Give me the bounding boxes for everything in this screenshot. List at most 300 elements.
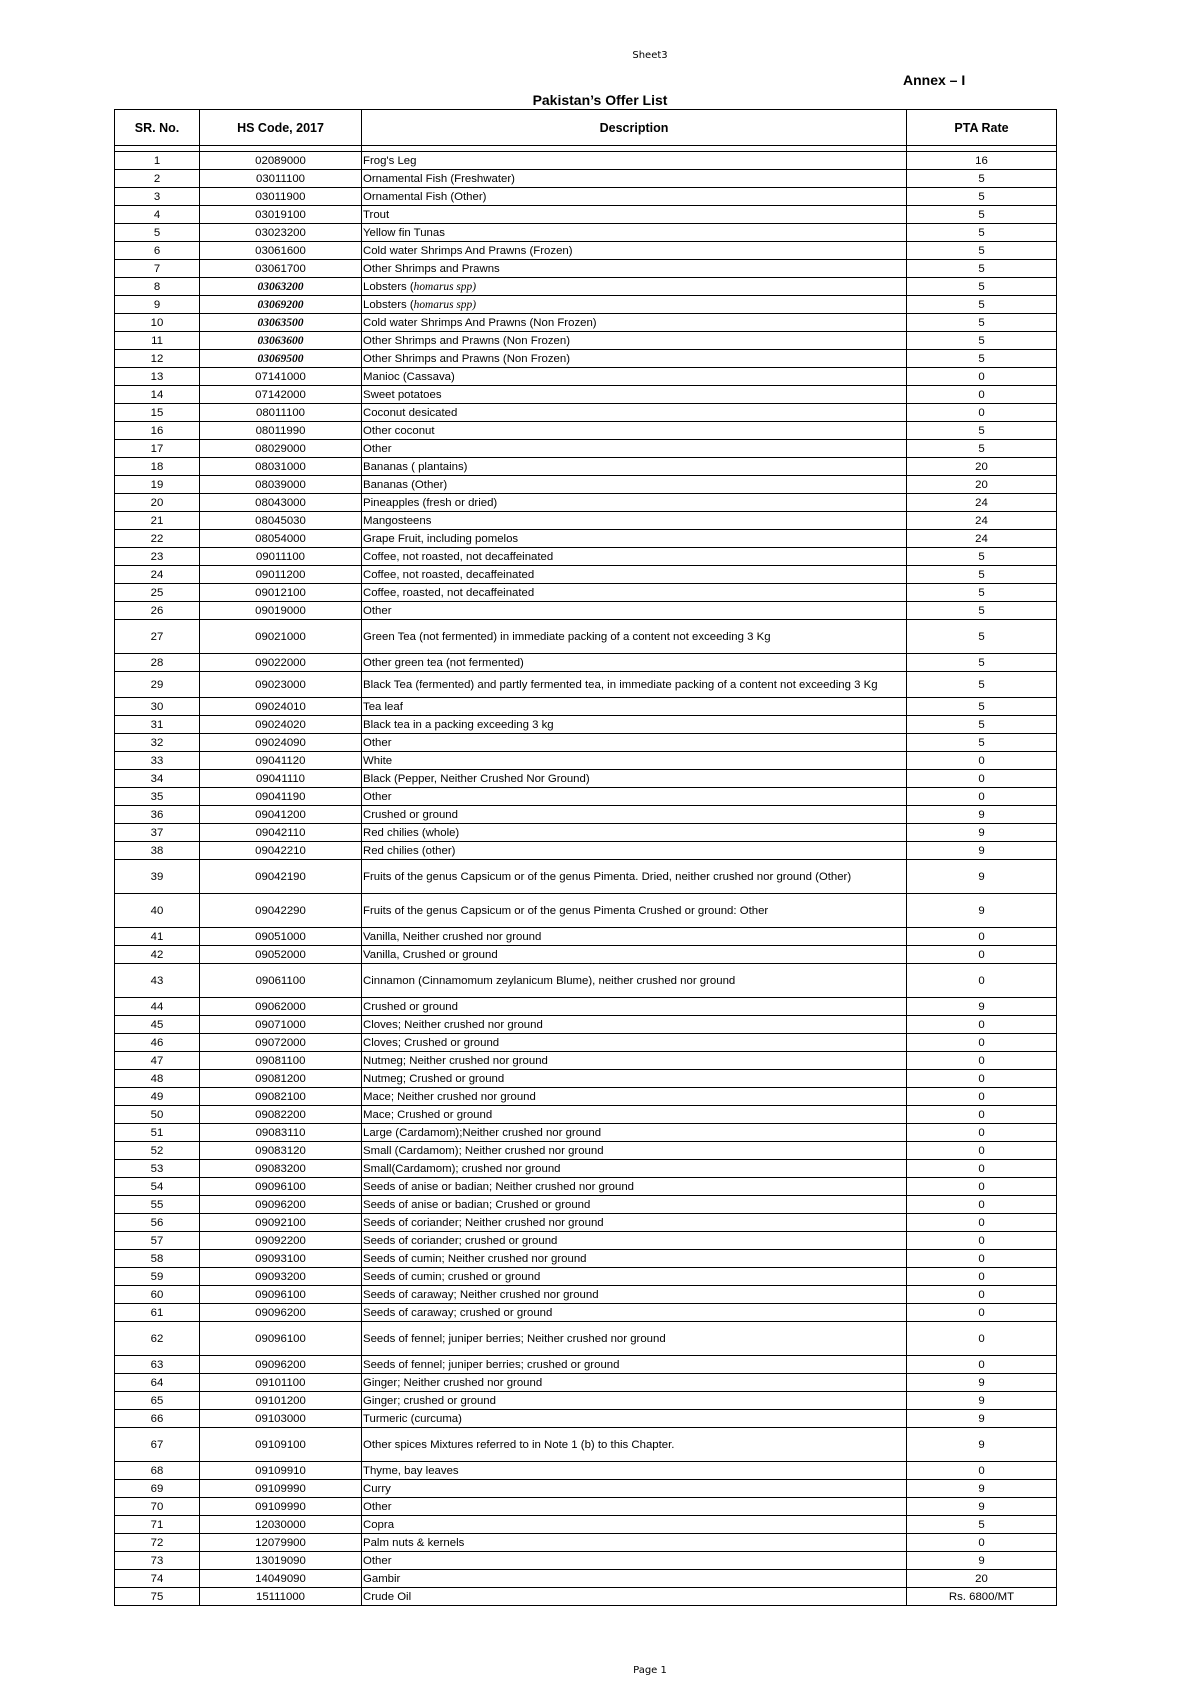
hs-code-cell: 09011200 [200,566,362,584]
description-cell: Cold water Shrimps And Prawns (Non Frozen) [362,314,907,332]
hs-code-cell: 09052000 [200,946,362,964]
description-cell: Seeds of cumin; Neither crushed nor ground [362,1250,907,1268]
sr-number-cell: 61 [115,1304,200,1322]
description-cell: Other [362,788,907,806]
sr-number-cell: 53 [115,1160,200,1178]
description-cell: Other [362,734,907,752]
pta-rate-cell: 24 [907,512,1057,530]
table-row [115,946,1057,964]
sr-number-cell: 46 [115,1034,200,1052]
pta-rate-cell: 0 [907,1016,1057,1034]
pta-rate-cell: 9 [907,894,1057,928]
description-cell: Bananas ( plantains) [362,458,907,476]
table-row [115,1070,1057,1088]
hs-code-cell: 08054000 [200,530,362,548]
hs-code-cell: 09019000 [200,602,362,620]
hs-code-cell: 09071000 [200,1016,362,1034]
table-row [115,1428,1057,1462]
description-cell: Seeds of fennel; juniper berries; Neither crushed nor ground [362,1322,907,1356]
description-text: Lobsters ( [363,298,414,311]
description-cell: Manioc (Cassava) [362,368,907,386]
description-cell: Seeds of anise or badian; Crushed or ground [362,1196,907,1214]
description-cell: Pineapples (fresh or dried) [362,494,907,512]
sr-number-cell: 34 [115,770,200,788]
sr-number-cell: 31 [115,716,200,734]
sr-number-cell: 19 [115,476,200,494]
pta-rate-cell: 0 [907,1232,1057,1250]
sr-number-cell: 2 [115,170,200,188]
sr-number-cell: 36 [115,806,200,824]
pta-rate-cell: 0 [907,368,1057,386]
pta-rate-cell: 0 [907,386,1057,404]
hs-code-cell: 08045030 [200,512,362,530]
hs-code-cell: 09072000 [200,1034,362,1052]
hs-code-cell: 09042290 [200,894,362,928]
pta-rate-cell: 0 [907,770,1057,788]
hs-code-cell: 09101200 [200,1392,362,1410]
offer-list-table [114,109,1057,1606]
pta-rate-cell: 5 [907,440,1057,458]
description-cell: Large (Cardamom);Neither crushed nor ground [362,1124,907,1142]
description-cell: Vanilla, Crushed or ground [362,946,907,964]
sr-number-cell: 43 [115,964,200,998]
table-row [115,1268,1057,1286]
table-row [115,404,1057,422]
pta-rate-cell: 9 [907,860,1057,894]
hs-code-cell: 03011100 [200,170,362,188]
pta-rate-cell: 5 [907,566,1057,584]
table-row [115,314,1057,332]
description-tail-text: ) [472,298,476,311]
description-cell: Frog's Leg [362,152,907,170]
hs-code-cell: 09042110 [200,824,362,842]
description-cell: Gambir [362,1570,907,1588]
hs-code-cell: 09082200 [200,1106,362,1124]
sr-number-cell: 38 [115,842,200,860]
table-row [115,860,1057,894]
description-cell: Turmeric (curcuma) [362,1410,907,1428]
hs-code-cell: 09103000 [200,1410,362,1428]
hs-code-cell: 09096100 [200,1286,362,1304]
description-cell: Black (Pepper, Neither Crushed Nor Ground) [362,770,907,788]
column-header-description: Description [362,110,907,146]
sr-number-cell: 75 [115,1588,200,1606]
hs-code-cell: 09096200 [200,1304,362,1322]
table-row [115,654,1057,672]
pta-rate-cell: 9 [907,1428,1057,1462]
pta-rate-cell: 24 [907,530,1057,548]
sr-number-cell: 39 [115,860,200,894]
table-row [115,1552,1057,1570]
hs-code-cell: 09083120 [200,1142,362,1160]
hs-code-cell: 09062000 [200,998,362,1016]
table-row [115,548,1057,566]
sr-number-cell: 9 [115,296,200,314]
table-row [115,278,1057,296]
pta-rate-cell: 0 [907,788,1057,806]
table-row [115,964,1057,998]
sr-number-cell: 44 [115,998,200,1016]
description-italic-text: homarus spp [413,280,473,293]
sr-number-cell: 70 [115,1498,200,1516]
pta-rate-cell: 5 [907,260,1057,278]
hs-code-cell: 09023000 [200,672,362,698]
description-cell: Ginger; crushed or ground [362,1392,907,1410]
hs-code-cell: 09081100 [200,1052,362,1070]
pta-rate-cell: 5 [907,422,1057,440]
sr-number-cell: 35 [115,788,200,806]
description-cell: Other spices Mixtures referred to in Note 1 (b) to this Chapter. [362,1428,907,1462]
sr-number-cell: 48 [115,1070,200,1088]
description-cell: Grape Fruit, including pomelos [362,530,907,548]
hs-code-cell: 09041110 [200,770,362,788]
pta-rate-cell: 5 [907,350,1057,368]
table-row [115,1410,1057,1428]
hs-code-cell: 03061700 [200,260,362,278]
table-row [115,332,1057,350]
table-row [115,530,1057,548]
pta-rate-cell: 20 [907,476,1057,494]
sr-number-cell: 13 [115,368,200,386]
sr-number-cell: 60 [115,1286,200,1304]
sr-number-cell: 65 [115,1392,200,1410]
description-cell: Other Shrimps and Prawns [362,260,907,278]
hs-code-cell: 09093200 [200,1268,362,1286]
pta-rate-cell: 5 [907,734,1057,752]
sr-number-cell: 73 [115,1552,200,1570]
sr-number-cell: 41 [115,928,200,946]
table-row [115,188,1057,206]
table-row [115,1106,1057,1124]
description-cell: Seeds of cumin; crushed or ground [362,1268,907,1286]
hs-code-cell: 09083110 [200,1124,362,1142]
description-cell [362,278,907,296]
description-cell: Mace; Crushed or ground [362,1106,907,1124]
hs-code-cell: 09051000 [200,928,362,946]
pta-rate-cell: 5 [907,602,1057,620]
description-cell: Ginger; Neither crushed nor ground [362,1374,907,1392]
description-cell: Other [362,1552,907,1570]
pta-rate-cell: 5 [907,224,1057,242]
hs-code-cell: 08011100 [200,404,362,422]
table-row [115,734,1057,752]
pta-rate-cell: 5 [907,584,1057,602]
table-row [115,842,1057,860]
page-number: Page 1 [633,1665,667,1676]
sr-number-cell: 25 [115,584,200,602]
sr-number-cell: 52 [115,1142,200,1160]
sr-number-cell: 5 [115,224,200,242]
table-row [115,788,1057,806]
pta-rate-cell: 9 [907,806,1057,824]
pta-rate-cell: 20 [907,1570,1057,1588]
pta-rate-cell: 5 [907,206,1057,224]
table-row [115,824,1057,842]
pta-rate-cell: 0 [907,928,1057,946]
table-row [115,1374,1057,1392]
description-cell: Coconut desicated [362,404,907,422]
pta-rate-cell: 5 [907,1516,1057,1534]
column-header-hs-code: HS Code, 2017 [200,110,362,146]
hs-code-cell: 03019100 [200,206,362,224]
sr-number-cell: 50 [115,1106,200,1124]
table-row [115,1498,1057,1516]
hs-code-cell: 09092100 [200,1214,362,1232]
table-row [115,620,1057,654]
sr-number-cell: 10 [115,314,200,332]
hs-code-cell: 09082100 [200,1088,362,1106]
sr-number-cell: 26 [115,602,200,620]
pta-rate-cell: 9 [907,998,1057,1016]
sr-number-cell: 18 [115,458,200,476]
pta-rate-cell: 0 [907,1142,1057,1160]
table-row [115,1570,1057,1588]
table-row [115,1516,1057,1534]
table-row [115,494,1057,512]
pta-rate-cell: 5 [907,296,1057,314]
description-cell: Vanilla, Neither crushed nor ground [362,928,907,946]
table-row [115,716,1057,734]
sr-number-cell: 1 [115,152,200,170]
sr-number-cell: 30 [115,698,200,716]
sr-number-cell: 67 [115,1428,200,1462]
pta-rate-cell: 5 [907,188,1057,206]
table-row [115,672,1057,698]
sr-number-cell: 14 [115,386,200,404]
sr-number-cell: 40 [115,894,200,928]
hs-code-cell: 08039000 [200,476,362,494]
description-text: Lobsters ( [363,280,414,293]
hs-code-cell: 12030000 [200,1516,362,1534]
table-row [115,242,1057,260]
hs-code-cell: 07141000 [200,368,362,386]
sr-number-cell: 71 [115,1516,200,1534]
hs-code-cell: 03063500 [200,314,362,332]
sr-number-cell: 55 [115,1196,200,1214]
sr-number-cell: 12 [115,350,200,368]
table-row [115,566,1057,584]
hs-code-cell: 09109990 [200,1498,362,1516]
sr-number-cell: 23 [115,548,200,566]
description-cell: Ornamental Fish (Other) [362,188,907,206]
pta-rate-cell: Rs. 6800/MT [907,1588,1057,1606]
table-row [115,152,1057,170]
table-row [115,1124,1057,1142]
table-row [115,1588,1057,1606]
description-tail-text: ) [472,280,476,293]
description-cell: Tea leaf [362,698,907,716]
table-header-row [115,110,1057,146]
table-row [115,1016,1057,1034]
hs-code-cell: 03063600 [200,332,362,350]
pta-rate-cell: 9 [907,1498,1057,1516]
annex-label: Annex – I [903,72,966,88]
description-cell: Mace; Neither crushed nor ground [362,1088,907,1106]
hs-code-cell: 08011990 [200,422,362,440]
description-cell: Other green tea (not fermented) [362,654,907,672]
hs-code-cell: 08029000 [200,440,362,458]
description-cell: White [362,752,907,770]
description-cell: Cloves; Neither crushed nor ground [362,1016,907,1034]
description-cell: Crude Oil [362,1588,907,1606]
description-cell: Palm nuts & kernels [362,1534,907,1552]
column-header-pta-rate: PTA Rate [907,110,1057,146]
description-cell: Other [362,602,907,620]
pta-rate-cell: 20 [907,458,1057,476]
description-italic-text: homarus spp [413,298,473,311]
pta-rate-cell: 9 [907,1410,1057,1428]
table-row [115,440,1057,458]
pta-rate-cell: 0 [907,1034,1057,1052]
table-row [115,512,1057,530]
table-row [115,350,1057,368]
pta-rate-cell: 5 [907,242,1057,260]
description-cell: Nutmeg; Crushed or ground [362,1070,907,1088]
sr-number-cell: 72 [115,1534,200,1552]
hs-code-cell: 08031000 [200,458,362,476]
hs-code-cell: 03023200 [200,224,362,242]
hs-code-cell: 09024090 [200,734,362,752]
sr-number-cell: 17 [115,440,200,458]
description-cell: Crushed or ground [362,998,907,1016]
pta-rate-cell: 5 [907,620,1057,654]
hs-code-cell: 12079900 [200,1534,362,1552]
description-cell: Trout [362,206,907,224]
pta-rate-cell: 0 [907,1534,1057,1552]
sr-number-cell: 45 [115,1016,200,1034]
sr-number-cell: 6 [115,242,200,260]
table-row [115,260,1057,278]
sr-number-cell: 16 [115,422,200,440]
hs-code-cell: 09096100 [200,1178,362,1196]
hs-code-cell: 09109100 [200,1428,362,1462]
pta-rate-cell: 0 [907,1286,1057,1304]
table-row [115,928,1057,946]
description-cell: Black tea in a packing exceeding 3 kg [362,716,907,734]
pta-rate-cell: 0 [907,752,1057,770]
hs-code-cell: 03069500 [200,350,362,368]
table-row [115,1142,1057,1160]
description-cell: Seeds of caraway; Neither crushed nor ground [362,1286,907,1304]
hs-code-cell: 09011100 [200,548,362,566]
sr-number-cell: 4 [115,206,200,224]
table-row [115,602,1057,620]
table-row [115,458,1057,476]
table-row [115,1356,1057,1374]
sr-number-cell: 63 [115,1356,200,1374]
pta-rate-cell: 0 [907,1160,1057,1178]
pta-rate-cell: 9 [907,1392,1057,1410]
hs-code-cell: 08043000 [200,494,362,512]
description-cell: Seeds of coriander; Neither crushed nor ground [362,1214,907,1232]
hs-code-cell: 09101100 [200,1374,362,1392]
sheet-label: Sheet3 [632,50,668,61]
pta-rate-cell: 5 [907,716,1057,734]
hs-code-cell: 09041190 [200,788,362,806]
description-cell: Crushed or ground [362,806,907,824]
description-cell: Yellow fin Tunas [362,224,907,242]
pta-rate-cell: 0 [907,1178,1057,1196]
table-row [115,1034,1057,1052]
hs-code-cell: 03069200 [200,296,362,314]
hs-code-cell: 13019090 [200,1552,362,1570]
hs-code-cell: 09022000 [200,654,362,672]
hs-code-cell: 09096200 [200,1196,362,1214]
sr-number-cell: 15 [115,404,200,422]
table-row [115,422,1057,440]
sr-number-cell: 21 [115,512,200,530]
table-row [115,1160,1057,1178]
table-row [115,296,1057,314]
hs-code-cell: 02089000 [200,152,362,170]
sr-number-cell: 29 [115,672,200,698]
pta-rate-cell: 0 [907,1268,1057,1286]
table-row [115,1304,1057,1322]
description-cell: Cinnamon (Cinnamomum zeylanicum Blume), neither crushed nor ground [362,964,907,998]
table-row [115,1088,1057,1106]
pta-rate-cell: 0 [907,1106,1057,1124]
sr-number-cell: 8 [115,278,200,296]
description-cell: Fruits of the genus Capsicum or of the genus Pimenta. Dried, neither crushed nor ground (Other) [362,860,907,894]
hs-code-cell: 03061600 [200,242,362,260]
description-cell: Bananas (Other) [362,476,907,494]
table-row [115,1250,1057,1268]
table-row [115,1196,1057,1214]
description-cell: Fruits of the genus Capsicum or of the genus Pimenta Crushed or ground: Other [362,894,907,928]
hs-code-cell: 09109990 [200,1480,362,1498]
table-row [115,386,1057,404]
sr-number-cell: 32 [115,734,200,752]
description-cell: Cold water Shrimps And Prawns (Frozen) [362,242,907,260]
sr-number-cell: 49 [115,1088,200,1106]
pta-rate-cell: 9 [907,1480,1057,1498]
pta-rate-cell: 0 [907,1124,1057,1142]
description-cell [362,296,907,314]
description-cell: Red chilies (other) [362,842,907,860]
description-cell: Coffee, not roasted, not decaffeinated [362,548,907,566]
description-cell: Green Tea (not fermented) in immediate packing of a content not exceeding 3 Kg [362,620,907,654]
sr-number-cell: 64 [115,1374,200,1392]
pta-rate-cell: 0 [907,964,1057,998]
table-row [115,1480,1057,1498]
table-row [115,1286,1057,1304]
description-cell: Sweet potatoes [362,386,907,404]
table-row [115,170,1057,188]
hs-code-cell: 09081200 [200,1070,362,1088]
table-row [115,1232,1057,1250]
sr-number-cell: 27 [115,620,200,654]
description-cell: Other coconut [362,422,907,440]
pta-rate-cell: 0 [907,404,1057,422]
sr-number-cell: 69 [115,1480,200,1498]
sr-number-cell: 20 [115,494,200,512]
description-cell: Coffee, not roasted, decaffeinated [362,566,907,584]
pta-rate-cell: 5 [907,654,1057,672]
table-row [115,998,1057,1016]
sr-number-cell: 37 [115,824,200,842]
hs-code-cell: 09109910 [200,1462,362,1480]
pta-rate-cell: 5 [907,314,1057,332]
page-title: Pakistan’s Offer List [532,92,668,108]
sr-number-cell: 57 [115,1232,200,1250]
pta-rate-cell: 5 [907,698,1057,716]
hs-code-cell: 09092200 [200,1232,362,1250]
description-cell: Black Tea (fermented) and partly fermented tea, in immediate packing of a content not exceeding 3 Kg [362,672,907,698]
table-row [115,1214,1057,1232]
hs-code-cell: 09024020 [200,716,362,734]
pta-rate-cell: 24 [907,494,1057,512]
pta-rate-cell: 5 [907,170,1057,188]
